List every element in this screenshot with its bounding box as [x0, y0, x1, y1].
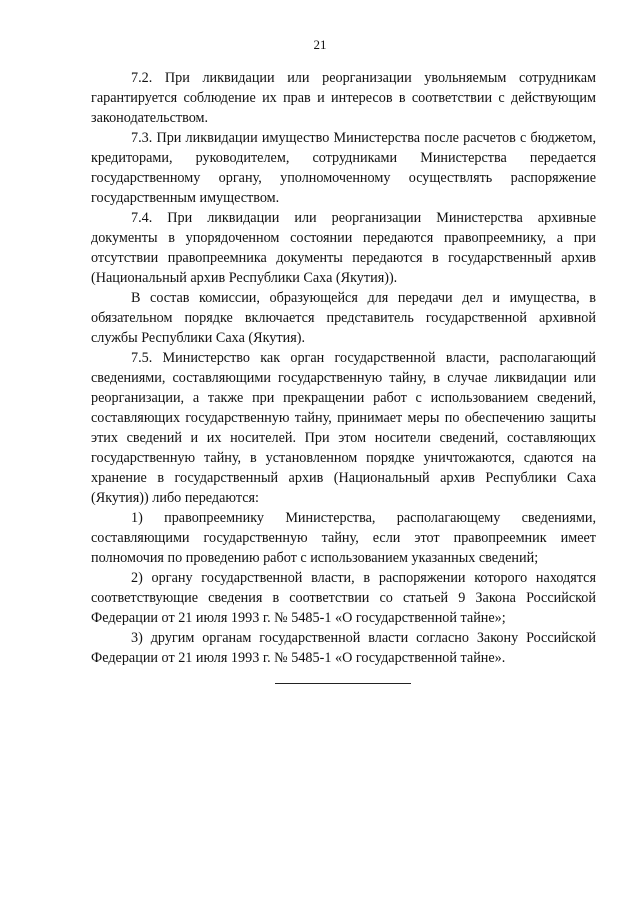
end-of-text-rule	[275, 683, 411, 684]
paragraph-7-4: 7.4. При ликвидации или реорганизации Министерства архивные документы в упорядоченном состоянии передаются правопреемнику, а при отсутствии правопреемника документы передаются в государственный архив (Национальный архив Республики Саха (Якутия)).	[91, 210, 596, 286]
list-item-2: 2) органу государственной власти, в распоряжении которого находятся соответствующие сведения в соответствии со статьей 9 Закона Российской Федерации от 21 июля 1993 г. № 5485-1 «О государственной тайне»;	[91, 570, 596, 626]
paragraph-7-3: 7.3. При ликвидации имущество Министерства после расчетов с бюджетом, кредиторами, руководителем, сотрудниками Министерства передается государственному органу, уполномоченному осуществлять распоряжение государственным имуществом.	[91, 130, 596, 206]
list-item-1: 1) правопреемнику Министерства, располагающему сведениями, составляющими государственную тайну, если этот правопреемник имеет полномочия по проведению работ с использованием указанных сведений;	[91, 510, 596, 566]
paragraph-7-2: 7.2. При ликвидации или реорганизации увольняемым сотрудникам гарантируется соблюдение их прав и интересов в соответствии с действующим законодательством.	[91, 70, 596, 126]
paragraph-7-5: 7.5. Министерство как орган государственной власти, располагающий сведениями, составляющими государственную тайну, в случае ликвидации или реорганизации, а также при прекращении работ с использованием сведений, составляющих государственную тайну, принимает меры по обеспечению защиты этих сведений и их носителей. При этом носители сведений, составляющих государственную тайну, в установленном порядке уничтожаются, сдаются на хранение в государственный архив (Национальный архив Республики Саха (Якутия)) либо передаются:	[91, 350, 596, 506]
list-item-3: 3) другим органам государственной власти согласно Закону Российской Федерации от 21 июля 1993 г. № 5485-1 «О государственной тайне».	[91, 630, 596, 666]
page-number: 21	[313, 37, 327, 52]
paragraph-commission: В состав комиссии, образующейся для передачи дел и имущества, в обязательном порядке включается представитель государственной архивной службы Республики Саха (Якутия).	[91, 290, 596, 346]
document-body	[91, 68, 596, 668]
